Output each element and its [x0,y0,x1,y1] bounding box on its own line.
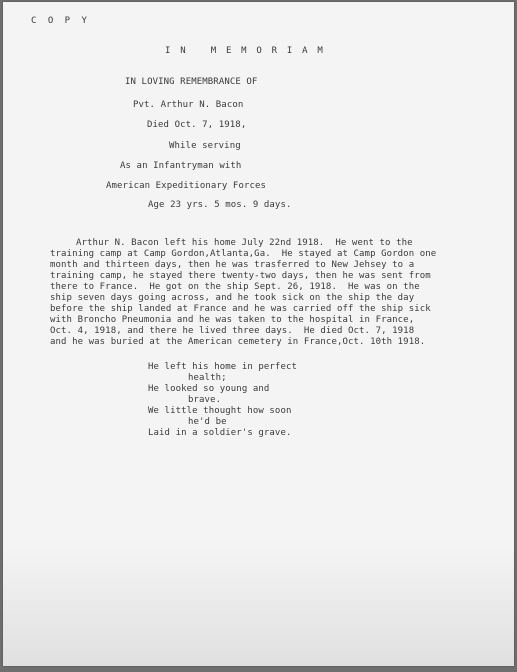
narrative-line: ship seven days going across, and he took sick on the ship the day [50,293,415,303]
dedication-line: IN LOVING REMEMBRANCE OF [125,77,258,87]
narrative-line: there to France. He got on the ship Sept. 26, 1918. He was on the [50,282,420,292]
dedication-line: Age 23 yrs. 5 mos. 9 days. [148,200,292,210]
narrative-paragraph [3,2,14,22]
dedication-line: Died Oct. 7, 1918, [147,120,247,130]
dedication-line: While serving [169,141,241,151]
narrative-line: with Broncho Pneumonia and he was taken to the hospital in France, [50,315,415,325]
poem-line: brave. [188,395,222,405]
narrative-line: training camp, he stayed there twenty-two days, then he was sent from [50,271,431,281]
memorial-title: I N M E M O R I A M [165,46,325,56]
narrative-line: training camp at Camp Gordon,Atlanta,Ga. He stayed at Camp Gordon one [50,249,437,259]
document-page [3,2,514,666]
narrative-line: Oct. 4, 1918, and there he lived three days. He died Oct. 7, 1918 [50,326,415,336]
dedication-line: Pvt. Arthur N. Bacon [133,100,244,110]
poem-line: We little thought how soon [148,406,292,416]
dedication-line: As an Infantryman with [120,161,242,171]
narrative-line: before the ship landed at France and he was carried off the ship sick [50,304,431,314]
narrative-line: and he was buried at the American cemetery in France,Oct. 10th 1918. [50,337,426,347]
copy-label: C O P Y [31,16,90,26]
poem-line: health; [188,373,227,383]
poem-line: He looked so young and [148,384,270,394]
poem-line: he'd be [188,417,227,427]
narrative-line: month and thirteen days, then he was trasferred to New Jehsey to a [50,260,415,270]
poem-line: He left his home in perfect [148,362,297,372]
dedication-line: American Expeditionary Forces [106,181,267,191]
narrative-line: Arthur N. Bacon left his home July 22nd 1918. He went to the [76,238,413,248]
poem-line: Laid in a soldier's grave. [148,428,292,438]
